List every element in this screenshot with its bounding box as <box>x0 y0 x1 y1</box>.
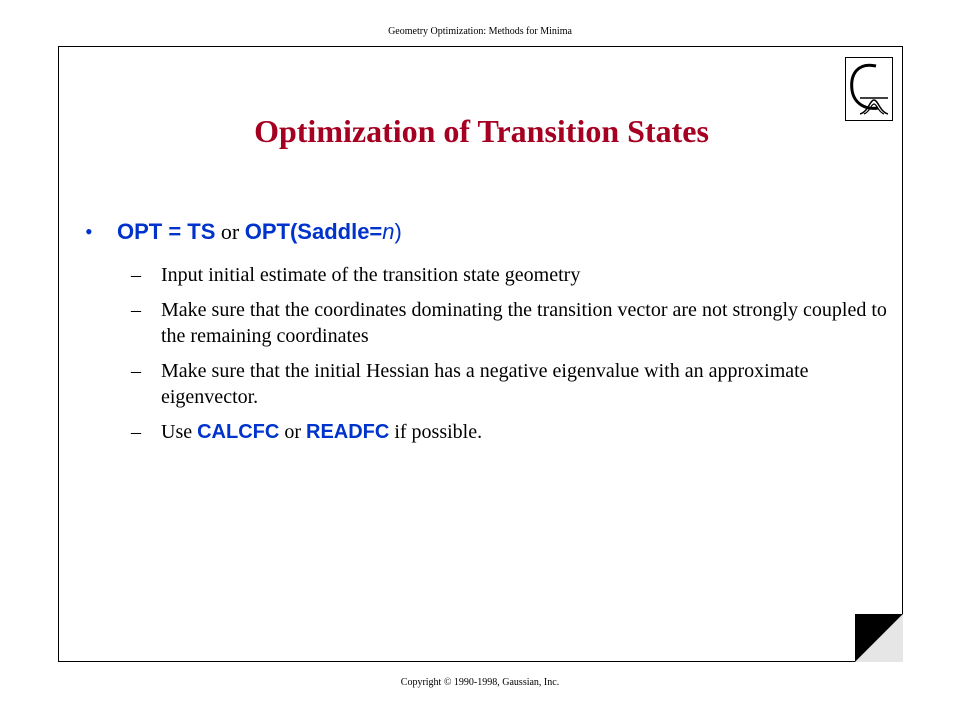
dash-icon: – <box>131 360 141 382</box>
keyword-calcfc: CALCFC <box>197 421 280 443</box>
list-item <box>131 262 891 288</box>
dash-icon: – <box>131 264 141 286</box>
slide-header: Geometry Optimization: Methods for Minima <box>388 26 572 37</box>
page-corner-icon <box>855 614 903 662</box>
bullet-icon: • <box>85 219 93 244</box>
slide-title: Optimization of Transition States <box>254 113 709 149</box>
dash-icon: – <box>131 421 141 443</box>
main-bullet <box>85 219 402 245</box>
list-item-suffix: if possible. <box>389 421 483 443</box>
list-item-text: Make sure that the coordinates dominating the transition vector are not strongly coupled to the remaining coordinates <box>161 299 887 347</box>
list-item-text: Input initial estimate of the transition state geometry <box>161 264 581 286</box>
bullet-or-text: or <box>215 219 245 244</box>
list-item-text: Make sure that the initial Hessian has a negative eigenvalue with an approximate eigenvector. <box>161 360 809 408</box>
keyword-saddle-close: ) <box>394 219 402 244</box>
keyword-saddle-var: n <box>382 219 395 244</box>
dash-icon: – <box>131 299 141 321</box>
list-item-prefix: Use <box>161 421 198 443</box>
keyword-opt-ts: OPT = TS <box>117 219 216 244</box>
list-item-mid: or <box>279 421 306 443</box>
slide-footer: Copyright © 1990-1998, Gaussian, Inc. <box>400 677 560 688</box>
sub-bullet-list <box>131 262 891 454</box>
keyword-opt-saddle: OPT(Saddle= <box>244 219 383 244</box>
list-item <box>131 358 891 410</box>
gaussian-logo-icon <box>845 57 893 121</box>
list-item-calcfc <box>131 419 891 445</box>
slide-frame <box>58 46 903 662</box>
keyword-readfc: READFC <box>306 421 390 443</box>
list-item <box>131 297 891 349</box>
